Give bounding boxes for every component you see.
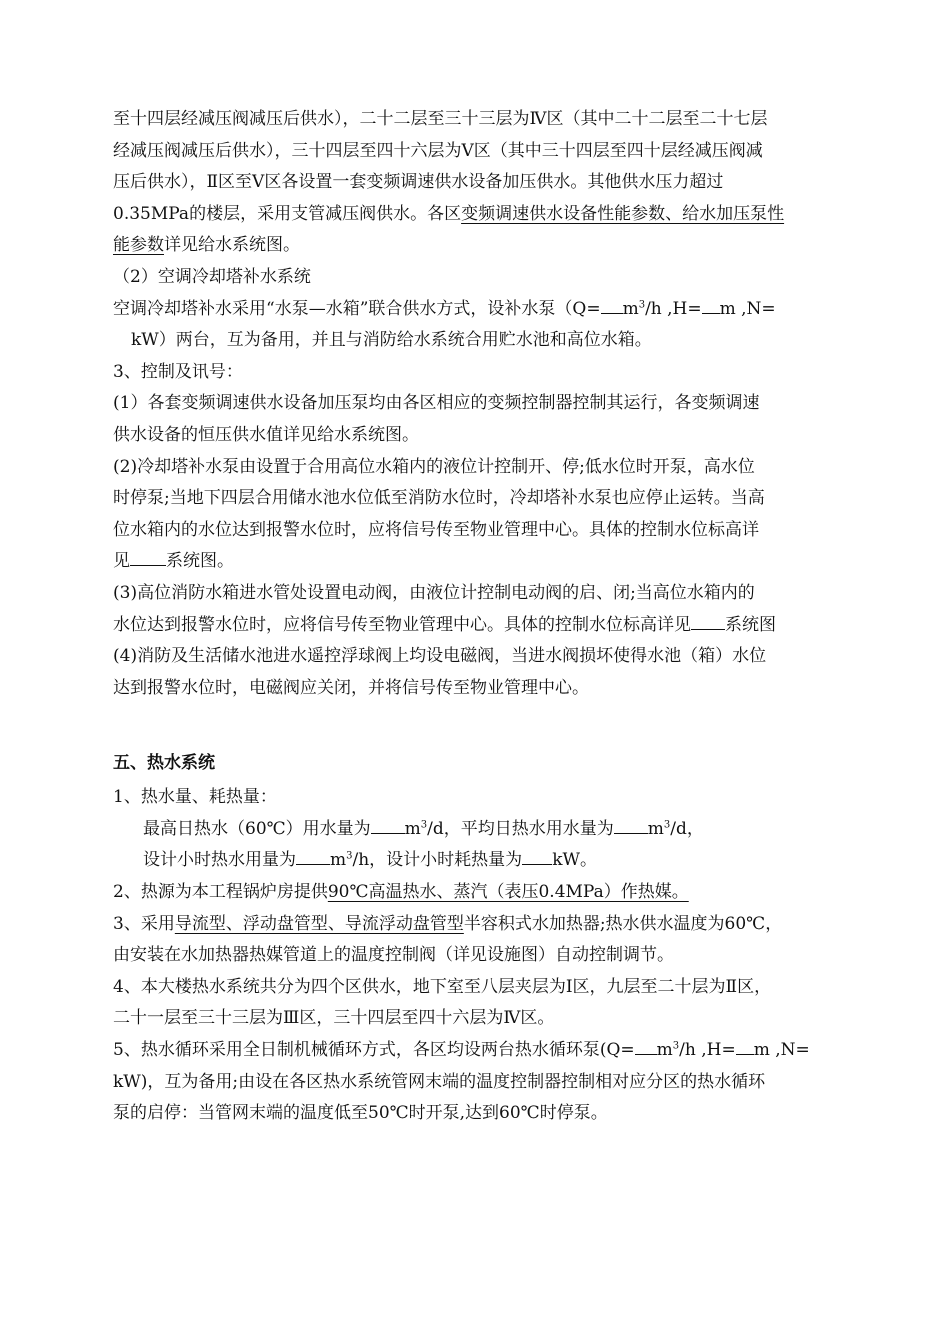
text-span: 压后供水），Ⅱ区至Ⅴ区各设置一套变频调速供水设备加压供水。其他供水压力超过	[113, 172, 724, 193]
text-span: m	[622, 298, 639, 319]
text-span: 供水设备的恒压供水值详见给水系统图。	[113, 424, 419, 445]
text-span: 1、热水量、耗热量：	[113, 787, 277, 808]
section-title-text: 五、热水系统	[113, 753, 215, 774]
text-line	[113, 388, 843, 420]
text-line	[113, 104, 843, 136]
text-line	[113, 641, 843, 673]
text-span: 0.35MPa的楼层，采用支管减压阀供水。各区	[113, 203, 462, 224]
text-span: (4)消防及生活储水池进水遥控浮球阀上均设电磁阀，当进水阀损坏使得水池（箱）水位	[113, 646, 767, 667]
text-line	[113, 909, 843, 941]
text-span: /d，平均日热水用水量为	[427, 818, 614, 839]
text-span: m ,N=	[753, 1040, 810, 1061]
fill-blank	[691, 612, 725, 630]
underlined-text: 90℃高温热水、蒸汽（表压0.4MPa）作热媒。	[327, 882, 689, 903]
text-line	[113, 782, 843, 814]
fill-blank	[635, 1037, 657, 1055]
text-span: 设计小时热水用量为	[143, 850, 296, 871]
text-span: 由安装在水加热器热媒管道上的温度控制阀（详见设施图）自动控制调节。	[113, 945, 674, 966]
text-span: kW）两台，互为备用，并且与消防给水系统合用贮水池和高位水箱。	[131, 330, 652, 351]
section-title	[113, 744, 843, 782]
text-line	[113, 673, 843, 705]
text-span: (1）各套变频调速供水设备加压泵均由各区相应的变频控制器控制其运行，各变频调速	[113, 393, 760, 414]
text-span: 5、热水循环采用全日制机械循环方式，各区均设两台热水循环泵(Q=	[113, 1040, 635, 1061]
text-line	[113, 845, 843, 877]
fill-blank	[614, 816, 648, 834]
text-span: /d，	[670, 818, 704, 839]
text-line	[113, 578, 843, 610]
text-span: 经减压阀减压后供水），三十四层至四十六层为Ⅴ区（其中三十四层至四十层经减压阀减	[113, 140, 763, 161]
subheading	[113, 262, 843, 294]
text-line	[113, 1098, 843, 1130]
text-line	[113, 420, 843, 452]
underlined-text: 能参数	[113, 235, 164, 256]
text-span: 水位达到报警水位时，应将信号传至物业管理中心。具体的控制水位标高详见	[113, 614, 691, 635]
text-line	[113, 814, 843, 846]
text-span: 4、本大楼热水系统共分为四个区供水，地下室至八层夹层为Ⅰ区，九层至二十层为Ⅱ区，	[113, 976, 772, 997]
fill-blank	[601, 296, 623, 314]
text-span: m	[330, 850, 347, 871]
text-line	[113, 1003, 843, 1035]
text-span: 二十一层至三十三层为Ⅲ区，三十四层至四十六层为Ⅳ区。	[113, 1008, 555, 1029]
subheading-text: （2）空调冷却塔补水系统	[113, 266, 311, 287]
text-span: m	[647, 818, 664, 839]
text-line	[113, 325, 843, 357]
superscript: 3	[663, 819, 671, 831]
text-span: m	[656, 1040, 673, 1061]
fill-blank	[130, 548, 166, 566]
text-span: kW)，互为备用;由设在各区热水系统管网末端的温度控制器控制相对应分区的热水循环	[113, 1071, 766, 1092]
text-span: 时停泵;当地下四层合用储水池水位低至消防水位时，冷却塔补水泵也应停止运转。当高	[113, 488, 765, 509]
text-line	[113, 546, 843, 578]
text-span: 半容积式水加热器;热水供水温度为60℃，	[463, 913, 783, 934]
spacer	[113, 704, 843, 744]
text-line	[113, 230, 843, 262]
text-span: 3、采用	[113, 913, 175, 934]
text-span: 详见给水系统图。	[164, 235, 300, 256]
text-span: (3)高位消防水箱进水管处设置电动阀，由液位计控制电动阀的启、闭;当高位水箱内的	[113, 582, 755, 603]
text-span: 空调冷却塔补水采用“水泵—水箱”联合供水方式，设补水泵（Q=	[113, 298, 601, 319]
superscript: 3	[638, 298, 646, 310]
text-line	[113, 452, 843, 484]
text-line	[113, 483, 843, 515]
text-line	[113, 515, 843, 547]
text-line	[113, 877, 843, 909]
text-line	[113, 1035, 843, 1067]
fill-blank	[296, 847, 330, 865]
text-line	[113, 972, 843, 1004]
text-span: /h，设计小时耗热量为	[352, 850, 523, 871]
text-line	[113, 940, 843, 972]
fill-blank	[736, 1037, 754, 1055]
text-span: (2)冷却塔补水泵由设置于合用高位水箱内的液位计控制开、停;低水位时开泵，高水位	[113, 456, 755, 477]
superscript: 3	[672, 1040, 680, 1052]
text-line	[113, 167, 843, 199]
text-span: /h ,H=	[645, 298, 702, 319]
document-page	[113, 104, 843, 1130]
text-line	[113, 1067, 843, 1099]
underlined-text: 导流型、浮动盘管型、导流浮动盘管型	[174, 913, 464, 934]
subheading	[113, 357, 843, 389]
text-span: 2、热源为本工程锅炉房提供	[113, 882, 328, 903]
text-span: 最高日热水（60℃）用水量为	[143, 818, 371, 839]
text-line	[113, 610, 843, 642]
text-span: /h ,H=	[679, 1040, 736, 1061]
text-span: 至十四层经减压阀减压后供水），二十二层至三十三层为Ⅳ区（其中二十二层至二十七层	[113, 109, 768, 129]
text-line	[113, 136, 843, 168]
text-span: m ,N=	[719, 298, 776, 319]
superscript: 3	[346, 850, 353, 862]
fill-blank	[702, 296, 720, 314]
superscript: 3	[420, 819, 428, 831]
text-span: 泵的启停：当管网末端的温度低至50℃时开泵,达到60℃时停泵。	[113, 1103, 608, 1124]
text-span: 系统图。	[166, 551, 234, 572]
text-span: 达到报警水位时，电磁阀应关闭，并将信号传至物业管理中心。	[113, 677, 589, 698]
text-span: 位水箱内的水位达到报警水位时，应将信号传至物业管理中心。具体的控制水位标高详	[113, 519, 759, 540]
text-span: 见	[113, 551, 130, 572]
text-line	[113, 199, 843, 231]
text-line	[113, 294, 843, 326]
underlined-text: 变频调速供水设备性能参数、给水加压泵性	[461, 203, 785, 224]
subheading-text: 3、控制及讯号：	[113, 361, 243, 382]
fill-blank	[371, 816, 405, 834]
text-span: 系统图	[725, 614, 776, 635]
text-span: kW。	[552, 850, 597, 871]
fill-blank	[522, 847, 552, 865]
text-span: m	[404, 818, 421, 839]
